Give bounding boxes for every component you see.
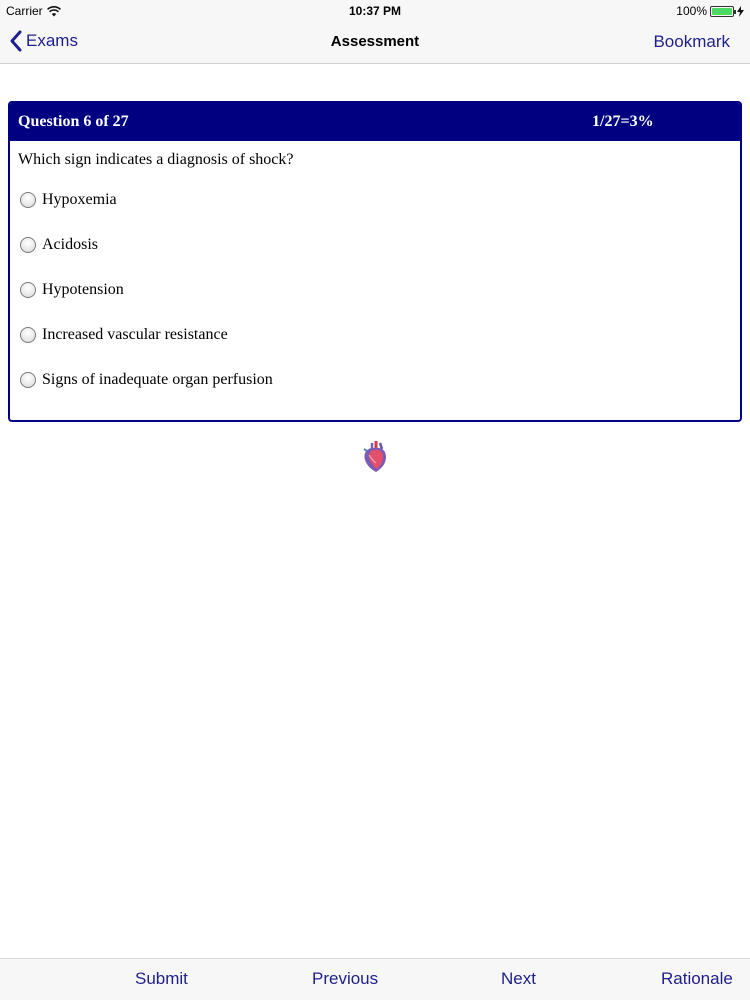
question-header xyxy=(10,103,740,141)
battery-icon xyxy=(710,6,734,17)
status-time: 10:37 PM xyxy=(348,4,402,18)
previous-button[interactable]: Previous xyxy=(312,969,379,988)
option-label: Acidosis xyxy=(42,235,98,253)
back-label: Exams xyxy=(26,31,78,50)
navigation-bar xyxy=(0,22,750,64)
status-right xyxy=(676,4,744,18)
bottom-toolbar xyxy=(0,958,750,1000)
page-title: Assessment xyxy=(330,33,420,50)
score-label: 1/27=3% xyxy=(592,113,654,130)
radio-button-icon[interactable] xyxy=(20,327,36,343)
question-body xyxy=(10,141,740,420)
submit-button[interactable]: Submit xyxy=(135,969,188,988)
bookmark-button[interactable]: Bookmark xyxy=(653,32,730,51)
option-label: Hypoxemia xyxy=(42,190,117,208)
rationale-button[interactable]: Rationale xyxy=(661,969,733,988)
battery-percent: 100% xyxy=(676,4,707,18)
carrier-label: Carrier xyxy=(6,4,43,18)
charging-icon xyxy=(737,6,744,17)
answer-option-hypoxemia[interactable] xyxy=(18,185,732,214)
question-number: Question 6 of 27 xyxy=(18,113,129,130)
question-card xyxy=(8,101,742,422)
answer-option-increased-vascular-resistance[interactable] xyxy=(18,320,732,349)
option-label: Signs of inadequate organ perfusion xyxy=(42,370,273,388)
battery-fill xyxy=(712,8,732,15)
option-label: Increased vascular resistance xyxy=(42,325,228,343)
question-text: Which sign indicates a diagnosis of shock? xyxy=(18,151,294,168)
heart-icon xyxy=(361,439,389,473)
answer-option-hypotension[interactable] xyxy=(18,275,732,304)
answer-option-acidosis[interactable] xyxy=(18,230,732,259)
next-button[interactable]: Next xyxy=(501,969,536,988)
answer-option-inadequate-organ-perfusion[interactable] xyxy=(18,365,732,394)
radio-button-icon[interactable] xyxy=(20,192,36,208)
radio-button-icon[interactable] xyxy=(20,282,36,298)
status-bar xyxy=(0,0,750,22)
radio-button-icon[interactable] xyxy=(20,237,36,253)
option-label: Hypotension xyxy=(42,280,124,298)
radio-button-icon[interactable] xyxy=(20,372,36,388)
